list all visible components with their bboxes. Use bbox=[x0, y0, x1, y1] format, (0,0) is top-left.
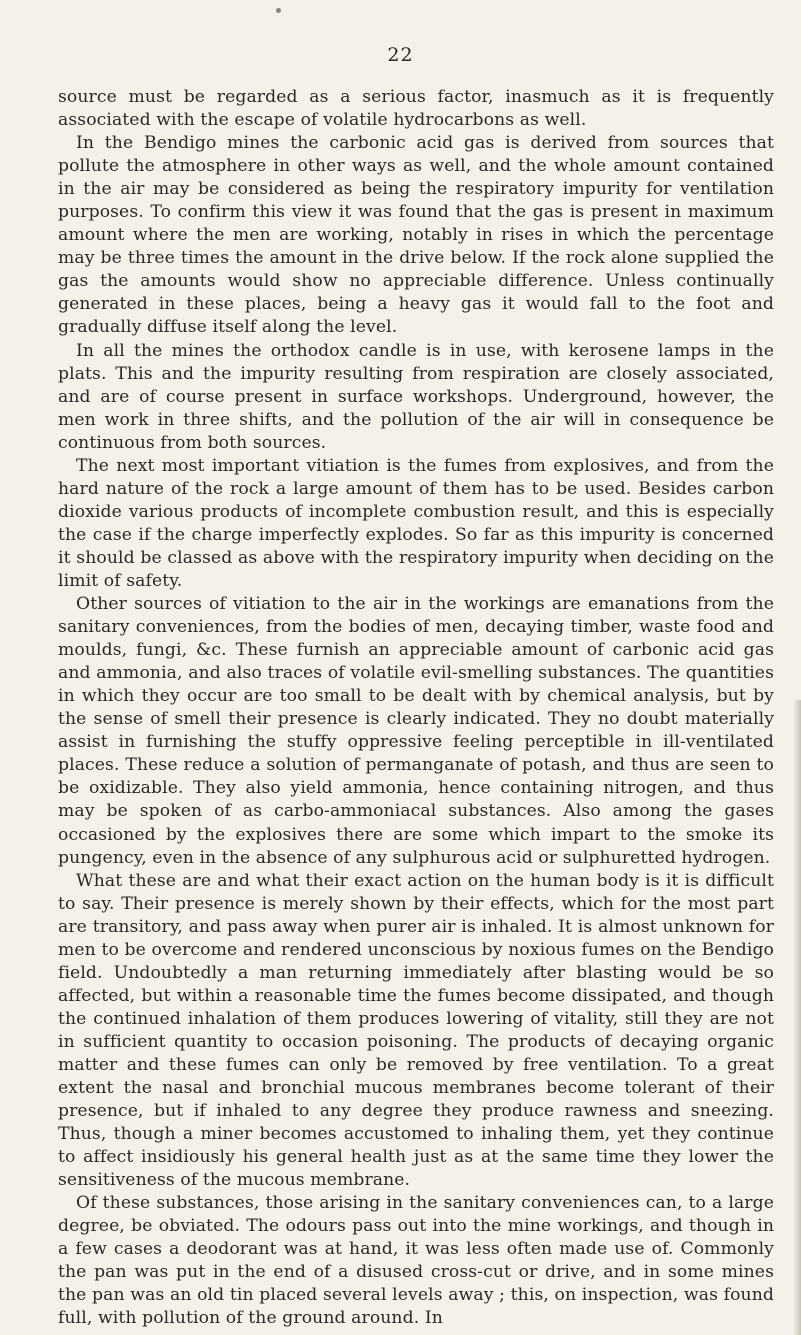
page-edge-shadow bbox=[793, 700, 801, 1335]
paragraph-2: In the Bendigo mines the carbonic acid gas is derived from sources that pollute the atmosphere in other ways as well, and the whole amount contained in the air may be considered as being the respiratory impurity for ventilation purposes. To confirm this view it was found that the gas is present in maximum amount where the men are working, notably in rises in which the percentage may be three times the amount in the drive below. If the rock alone supplied the gas the amounts would show no appreciable difference. Unless continually generated in these places, being a heavy gas it would fall to the foot and gradually diffuse itself along the level. bbox=[58, 133, 774, 338]
paragraph-1: source must be regarded as a serious factor, inasmuch as it is frequently associated with the escape of volatile hydrocarbons as well. bbox=[58, 87, 774, 131]
paragraph-4: The next most important vitiation is the fumes from explosives, and from the hard nature of the rock a large amount of them has to be used. Besides carbon dioxide various products of incomplete combustion result, and this is especially the case if the charge imperfectly explodes. So far as this impurity is concerned it should be classed as above with the respiratory impurity when deciding on the limit of safety. bbox=[58, 455, 774, 591]
page-number: 22 bbox=[387, 44, 414, 66]
paragraph-5: Other sources of vitiation to the air in the workings are emanations from the sanitary conveniences, from the bodies of men, decaying timber, waste food and moulds, fungi, &c. These furnish an appreciable amount of carbonic acid gas and ammonia, and also traces of volatile evil-smelling substances. The quantities in which they occur are too small to be dealt with by chemical analysis, but by the sense of smell their presence is clearly indicated. They no doubt materially assist in furnishing the stuffy oppressive feeling perceptible in ill-ventilated places. These reduce a solution of permanganate of potash, and thus are seen to be oxidizable. They also yield ammonia, hence containing nitrogen, and thus may be spoken of as carbo-ammoniacal substances. Also among the gases occasioned by the explosives there are some which impart to the smoke its pungency, even in the absence of any sulphurous acid or sulphuretted hydrogen. bbox=[58, 594, 774, 868]
paragraph-3: In all the mines the orthodox candle is in use, with kerosene lamps in the plats. This and the impurity resulting from respiration are closely associated, and are of course present in surface workshops. Underground, however, the men work in three shifts, and the pollution of the air will in consequence be continuous from both sources. bbox=[58, 340, 774, 453]
paragraph-6: What these are and what their exact action on the human body is it is difficult to say. Their presence is merely shown by their effects, which for the most part are transitory, and pass away when purer air is inhaled. It is almost unknown for men to be overcome and rendered unconscious by noxious fumes on the Bendigo field. Undoubtedly a man returning immediately after blasting would be so affected, but within a reasonable time the fumes become dissipated, and though the continued inhalation of them produces lowering of vitality, still they are not in sufficient quantity to occasion poisoning. The products of decaying organic matter and these fumes can only be removed by free ventilation. To a great extent the nasal and bronchial mucous membranes become tolerant of their presence, but if inhaled to any degree they produce rawness and sneezing. Thus, though a miner becomes accustomed to inhaling them, yet they continue to affect insidiously his general health just as at the same time they lower the sensitiveness of the mucous membrane. bbox=[58, 870, 774, 1191]
ink-speck bbox=[276, 8, 281, 13]
paragraph-7: Of these substances, those arising in the sanitary conveniences can, to a large degree, be obviated. The odours pass out into the mine workings, and though in a few cases a deodorant was at hand, it was less often made use of. Commonly the pan was put in the end of a disused cross-cut or drive, and in some mines the pan was an old tin placed several levels away ; this, on inspection, was found full, with pollution of the ground around. In bbox=[58, 1193, 774, 1329]
body-text bbox=[58, 86, 774, 1331]
